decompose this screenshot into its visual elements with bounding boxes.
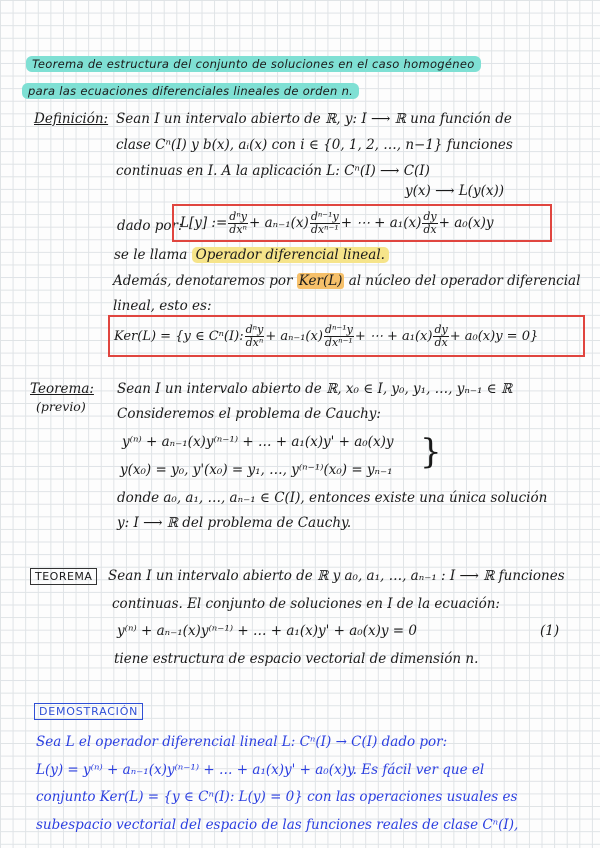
- fraction-dny-dxn: $\frac{\text{dⁿy}}{\text{dxⁿ}}$: [229, 209, 247, 236]
- fraction-dn1y-dxn1: $\frac{\text{dⁿ⁻¹y}}{\text{dxⁿ⁻¹}}$: [310, 209, 339, 236]
- demostracion-line-1: Sea L el operador diferencial lineal L: Cⁿ(I) → C(I) dado por:: [36, 734, 448, 750]
- teorema-previo-line-2: Consideremos el problema de Cauchy:: [117, 406, 381, 422]
- ker-fraction-dy-dx: $\frac{dy}{dx}$: [434, 322, 448, 349]
- teorema-line-1: Sean I un intervalo abierto de ℝ y a₀, a₁, …, aₙ₋₁ : I ⟶ ℝ funciones: [108, 568, 565, 584]
- fraction-dy-dx: $\frac{dy}{dx}$: [423, 209, 437, 236]
- formula-term-a0: + a₀(x)y: [438, 215, 494, 231]
- definicion-line-3: continuas en I. A la aplicación L: Cⁿ(I) ⟶ C(I): [116, 163, 430, 179]
- se-le-llama-line: se le llama Operador diferencial lineal.: [114, 247, 389, 263]
- teorema-previo-line-4: y: I ⟶ ℝ del problema de Cauchy.: [117, 515, 352, 531]
- ker-lhs: Ker(L) = {y ∈ Cⁿ(I):: [114, 328, 244, 344]
- definicion-line-4: y(x) ⟶ L(y(x)): [405, 183, 504, 199]
- ademas-line: Además, denotaremos por Ker(L) al núcleo del operador diferencial: [113, 273, 581, 289]
- operador-highlight: Operador diferencial lineal.: [192, 247, 389, 263]
- dado-por-label: dado por:: [117, 218, 183, 234]
- cauchy-brace: }: [420, 432, 442, 472]
- demostracion-line-2: L(y) = y⁽ⁿ⁾ + aₙ₋₁(x)y⁽ⁿ⁻¹⁾ + … + a₁(x)y' + a₀(x)y. Es fácil ver que el: [36, 762, 485, 778]
- ker-fraction-dny-dxn: $\frac{\text{dⁿy}}{\text{dxⁿ}}$: [245, 322, 264, 349]
- teorema-equation: y⁽ⁿ⁾ + aₙ₋₁(x)y⁽ⁿ⁻¹⁾ + … + a₁(x)y' + a₀(x)y = 0: [117, 623, 417, 639]
- teorema-previo-line-1: Sean I un intervalo abierto de ℝ, x₀ ∈ I, y₀, y₁, …, yₙ₋₁ ∈ ℝ: [117, 381, 513, 397]
- demostracion-line-4: subespacio vectorial del espacio de las funciones reales de clase Cⁿ(I),: [36, 817, 519, 833]
- definicion-line-2: clase Cⁿ(I) y b(x), aᵢ(x) con i ∈ {0, 1, 2, …, n−1} funciones: [116, 137, 513, 153]
- teorema-equation-number: (1): [540, 623, 560, 639]
- ker-fraction-dn1y-dxn1: $\frac{\text{dⁿ⁻¹y}}{\text{dxⁿ⁻¹}}$: [324, 322, 353, 349]
- teorema-line-2: continuas. El conjunto de soluciones en I de la ecuación:: [112, 596, 500, 612]
- formula-term-a1: + ⋯ + a₁(x): [340, 215, 422, 231]
- operator-formula-box: [172, 204, 552, 242]
- cauchy-eq-2: y(x₀) = y₀, y'(x₀) = y₁, …, y⁽ⁿ⁻¹⁾(x₀) = yₙ₋₁: [120, 462, 393, 478]
- teorema-previo-sublabel: (previo): [36, 399, 86, 414]
- ker-term-an1: + aₙ₋₁(x): [265, 328, 323, 344]
- teorema-line-3: tiene estructura de espacio vectorial de dimensión n.: [114, 651, 479, 667]
- lineal-line: lineal, esto es:: [113, 298, 212, 314]
- ker-term-a1: + ⋯ + a₁(x): [354, 328, 433, 344]
- teorema-previo-label: Teorema:: [30, 381, 94, 397]
- formula-lhs: L[y] :=: [180, 215, 228, 231]
- teorema-previo-line-3: donde a₀, a₁, …, aₙ₋₁ ∈ C(I), entonces existe una única solución: [117, 490, 548, 506]
- teorema-label: TEOREMA: [30, 568, 97, 585]
- demostracion-line-3: conjunto Ker(L) = {y ∈ Cⁿ(I): L(y) = 0} con las operaciones usuales es: [36, 789, 518, 805]
- cauchy-eq-1: y⁽ⁿ⁾ + aₙ₋₁(x)y⁽ⁿ⁻¹⁾ + … + a₁(x)y' + a₀(x)y: [122, 434, 394, 450]
- formula-term-an1: + aₙ₋₁(x): [249, 215, 309, 231]
- definicion-label: Definición:: [34, 111, 109, 127]
- ker-highlight: Ker(L): [298, 273, 343, 289]
- ker-term-a0: + a₀(x)y = 0}: [449, 328, 539, 344]
- ker-formula-box: [108, 315, 585, 357]
- definicion-line-1: Sean I un intervalo abierto de ℝ, y: I ⟶ ℝ una función de: [116, 111, 512, 127]
- title-line-2: para las ecuaciones diferenciales lineales de orden n.: [22, 84, 359, 98]
- title-line-1: Teorema de estructura del conjunto de soluciones en el caso homogéneo: [26, 57, 481, 71]
- demostracion-label: DEMOSTRACIÓN: [34, 703, 143, 720]
